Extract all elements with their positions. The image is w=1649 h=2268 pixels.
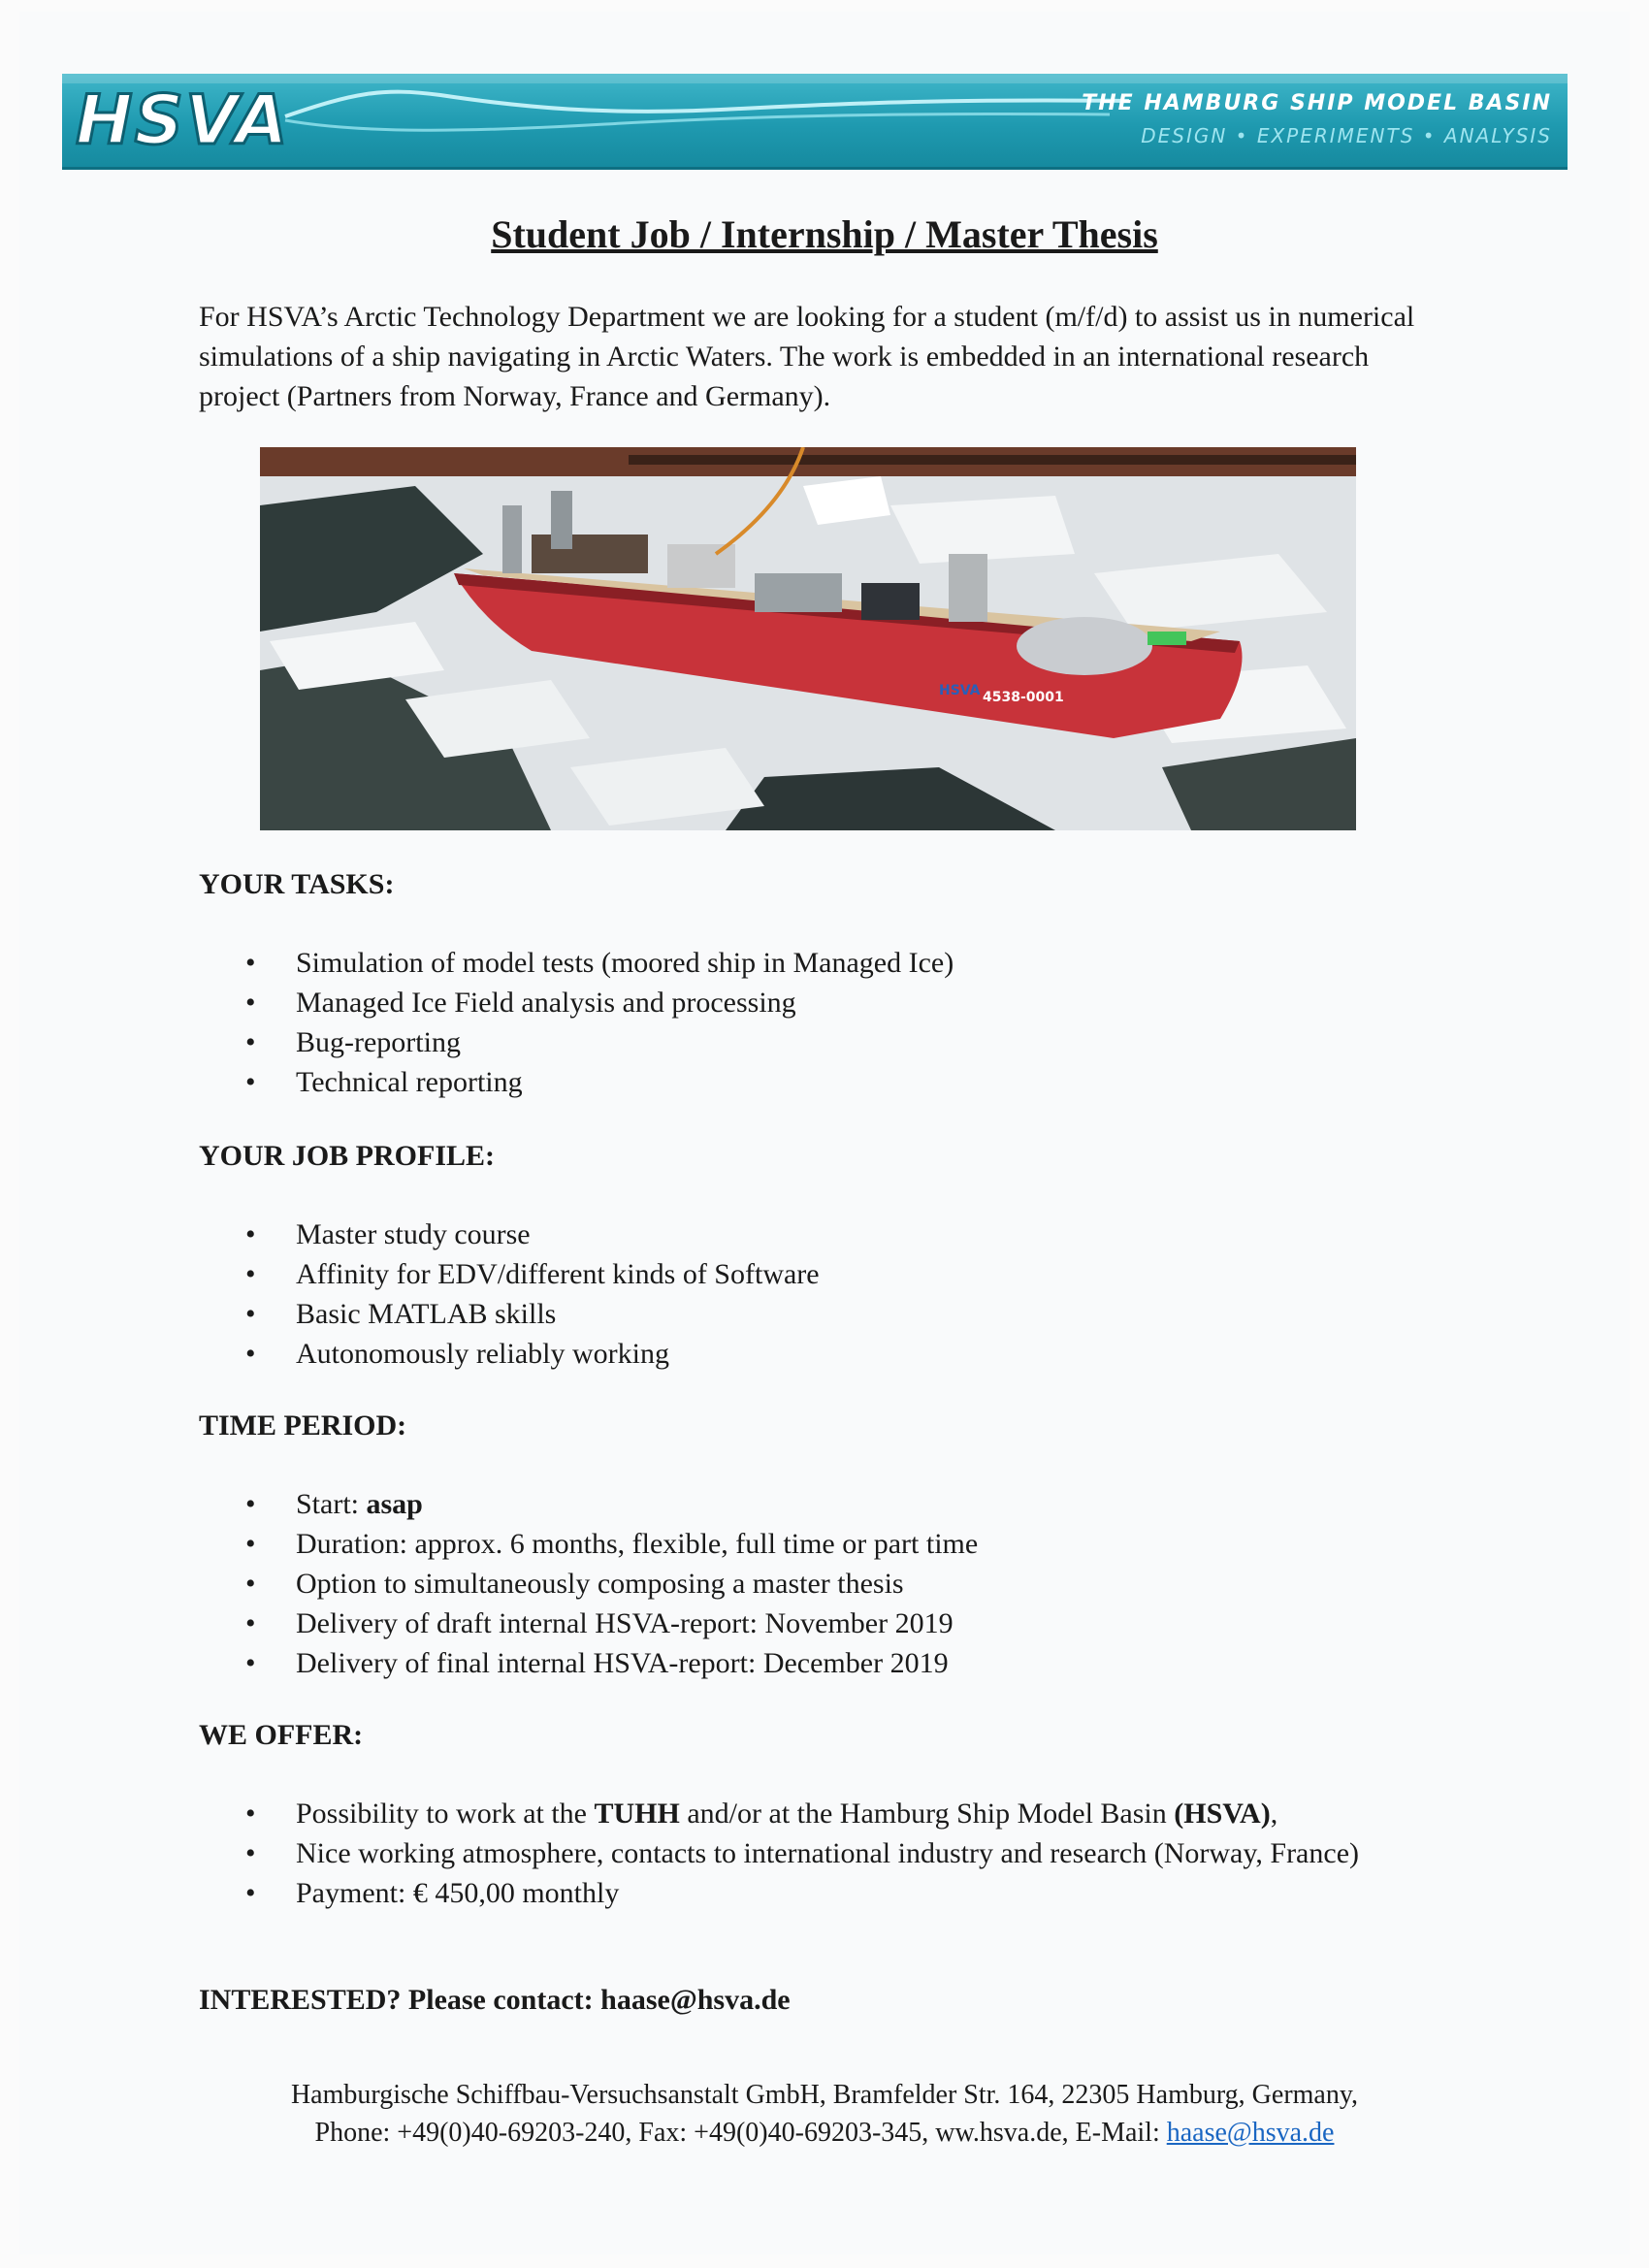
contact-line: INTERESTED? Please contact: haase@hsva.de	[199, 1984, 791, 2016]
offer-heading: WE OFFER:	[199, 1719, 364, 1751]
hull-brand-text: HSVA	[939, 683, 981, 698]
list-item: • Nice working atmosphere, contacts to international industry and research (Norway, France)	[199, 1833, 1392, 1873]
profile-heading: YOUR JOB PROFILE:	[199, 1140, 496, 1172]
list-item: • Managed Ice Field analysis and processing	[199, 983, 1489, 1022]
footer	[0, 2076, 1649, 2152]
offer-list	[199, 1794, 1489, 1913]
list-item: • Payment: € 450,00 monthly	[199, 1873, 1489, 1913]
hsva-logo: HSVA	[76, 81, 290, 160]
start-label: Start:	[296, 1488, 367, 1520]
list-item: • Autonomously reliably working	[199, 1334, 1489, 1374]
banner-tagline: THE HAMBURG SHIP MODEL BASIN	[1082, 91, 1552, 115]
list-item: • Option to simultaneously composing a master thesis	[199, 1564, 1489, 1604]
offer-tuhh: TUHH	[594, 1798, 680, 1830]
tasks-list	[199, 943, 1489, 1102]
list-item: • Simulation of model tests (moored ship in Managed Ice)	[199, 943, 1489, 983]
footer-contact	[0, 2114, 1649, 2152]
list-item: • Bug-reporting	[199, 1022, 1489, 1062]
intro-paragraph: For HSVA’s Arctic Technology Department we are looking for a student (m/f/d) to assist us in numerical simulations of a ship navigating in Arctic Waters. The work is embedded in an international research project (Partners from Norway, France and Germany).	[199, 301, 1415, 412]
profile-list	[199, 1215, 1489, 1374]
offer-hsva: (HSVA)	[1174, 1798, 1271, 1830]
ship-in-ice-photo	[260, 447, 1356, 830]
page-title: Student Job / Internship / Master Thesis	[491, 212, 1158, 256]
period-heading: TIME PERIOD:	[199, 1409, 407, 1442]
list-item: • Duration: approx. 6 months, flexible, full time or part time	[199, 1524, 1489, 1564]
list-item: • Basic MATLAB skills	[199, 1294, 1489, 1334]
banner-subtagline: DESIGN • EXPERIMENTS • ANALYSIS	[1141, 124, 1552, 147]
period-list	[199, 1484, 1489, 1683]
hull-number-text: 4538-0001	[983, 690, 1064, 705]
list-item	[199, 1794, 1489, 1833]
list-item: • Master study course	[199, 1215, 1489, 1254]
list-item: • Delivery of draft internal HSVA-report: November 2019	[199, 1604, 1489, 1643]
offer-text: ,	[1270, 1798, 1278, 1830]
email-link[interactable]: haase@hsva.de	[1166, 2118, 1335, 2148]
hsva-banner	[62, 74, 1568, 170]
list-item: • Delivery of final internal HSVA-report: December 2019	[199, 1643, 1489, 1683]
footer-phone-fax: Phone: +49(0)40-69203-240, Fax: +49(0)40-69203-345, ww.hsva.de, E-Mail:	[314, 2118, 1167, 2148]
footer-address: Hamburgische Schiffbau-Versuchsanstalt GmbH, Bramfelder Str. 164, 22305 Hamburg, Germany,	[290, 2080, 1359, 2110]
list-item: • Technical reporting	[199, 1062, 1489, 1102]
offer-text: and/or at the Hamburg Ship Model Basin	[679, 1798, 1175, 1830]
offer-text: Possibility to work at the	[296, 1798, 595, 1830]
tasks-heading: YOUR TASKS:	[199, 868, 395, 900]
start-value: asap	[366, 1488, 423, 1520]
list-item	[199, 1484, 1489, 1524]
list-item: • Affinity for EDV/different kinds of Software	[199, 1254, 1489, 1294]
